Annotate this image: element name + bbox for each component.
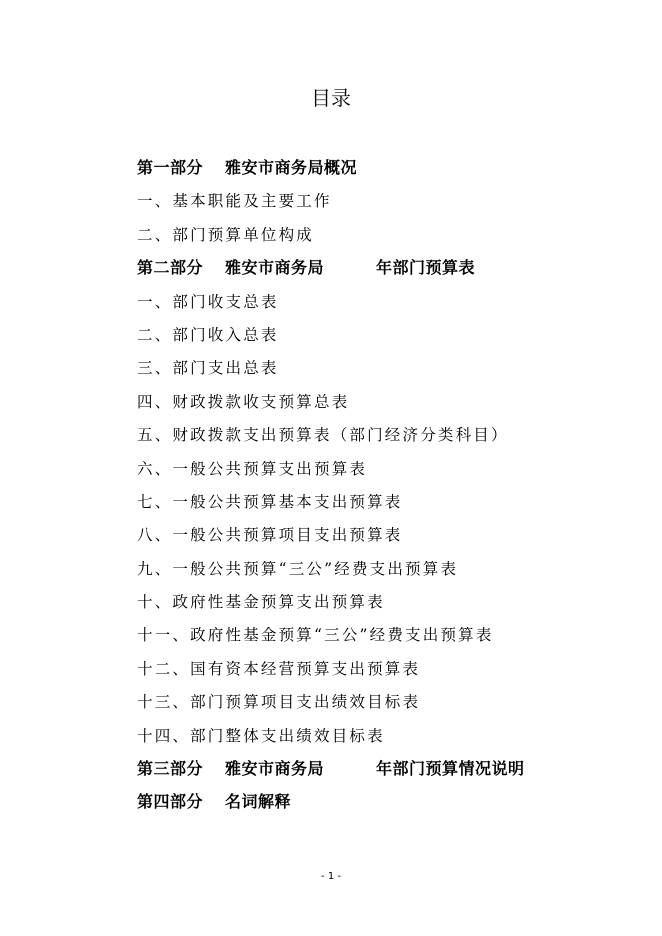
- toc-entry-text: 一、基本职能及主要工作: [137, 192, 332, 211]
- toc-entry: [137, 722, 617, 755]
- toc-entry: [137, 187, 617, 220]
- toc-entry-text: 十二、国有资本经营预算支出预算表: [137, 659, 421, 678]
- toc-part-title: 名词解释: [225, 792, 292, 812]
- toc-part-number: 第二部分: [137, 258, 204, 278]
- toc-entry-text: 六、一般公共预算支出预算表: [137, 459, 368, 478]
- toc-part-heading: [137, 154, 617, 187]
- toc-entry: [137, 288, 617, 321]
- page-title: 目录: [311, 86, 351, 110]
- page-number: - 1 -: [321, 871, 341, 882]
- toc-entry-text: 三、部门支出总表: [137, 359, 279, 378]
- toc-entry-text: 十四、部门整体支出绩效目标表: [137, 726, 385, 745]
- toc-part-suffix: 年部门预算表: [376, 258, 476, 278]
- toc-entry-text: 二、部门预算单位构成: [137, 225, 315, 244]
- toc-entry-text: 十三、部门预算项目支出绩效目标表: [137, 693, 421, 712]
- toc-entry: [137, 388, 617, 421]
- toc-entry-text: 十一、政府性基金预算“三公”经费支出预算表: [137, 626, 494, 645]
- toc-entry-text: 七、一般公共预算基本支出预算表: [137, 492, 403, 511]
- toc-part-heading: [137, 254, 617, 287]
- toc-part-number: 第三部分: [137, 759, 204, 779]
- toc-part-suffix: 年部门预算情况说明: [376, 759, 525, 779]
- toc-entry: [137, 455, 617, 488]
- toc-entry-text: 一、部门收支总表: [137, 292, 279, 311]
- toc-part-title: 雅安市商务局: [225, 258, 325, 278]
- toc-part-title: 雅安市商务局概况: [225, 158, 358, 177]
- toc-entry: [137, 555, 617, 588]
- toc-entry: [137, 621, 617, 654]
- toc-entry-text: 九、一般公共预算“三公”经费支出预算表: [137, 559, 459, 578]
- toc-entry: [137, 221, 617, 254]
- toc-entry-text: 四、财政拨款收支预算总表: [137, 392, 350, 411]
- toc-entry-text: 二、部门收入总表: [137, 325, 279, 344]
- toc-entry: [137, 688, 617, 721]
- toc-entry: [137, 321, 617, 354]
- toc-entry: [137, 521, 617, 554]
- toc-part-number: 第四部分: [137, 792, 204, 812]
- toc-entry-text: 十、政府性基金预算支出预算表: [137, 593, 385, 612]
- toc-entry-text: 五、财政拨款支出预算表（部门经济分类科目）: [137, 426, 509, 445]
- toc-part-number: 第一部分: [137, 158, 204, 177]
- toc-entry: [137, 655, 617, 688]
- table-of-contents: [137, 154, 617, 822]
- toc-entry: [137, 588, 617, 621]
- toc-entry: [137, 488, 617, 521]
- toc-entry: [137, 354, 617, 387]
- toc-part-title: 雅安市商务局: [225, 759, 325, 779]
- toc-part-heading: [137, 788, 617, 821]
- toc-part-heading: [137, 755, 617, 788]
- toc-entry-text: 八、一般公共预算项目支出预算表: [137, 526, 403, 545]
- toc-entry: [137, 421, 617, 454]
